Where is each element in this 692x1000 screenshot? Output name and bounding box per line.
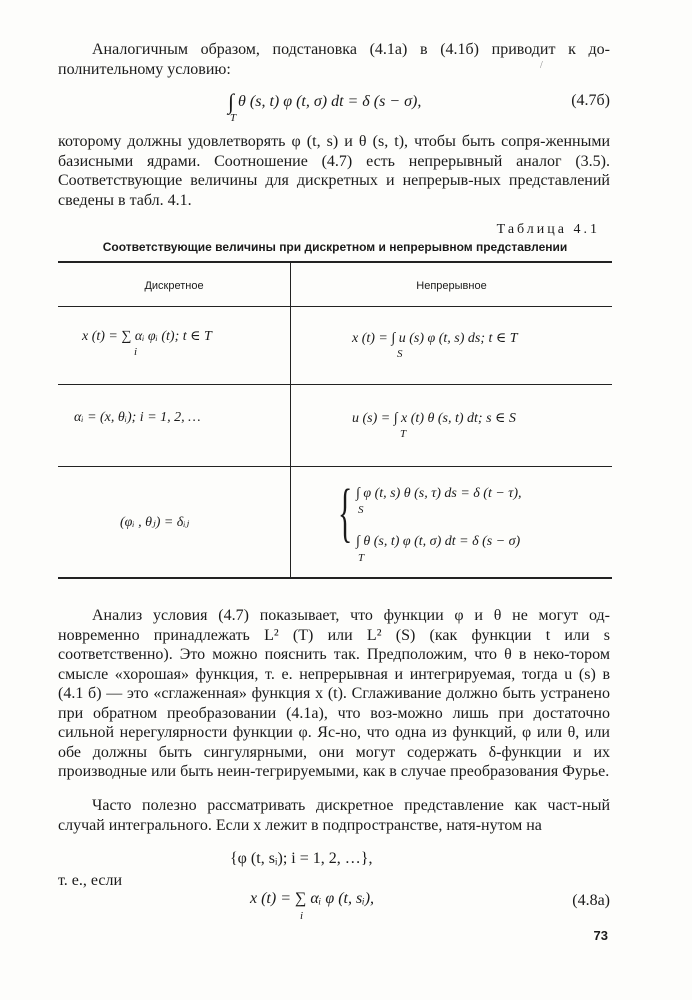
cell-continuous-orthogonality-2 [356, 534, 521, 564]
cell-continuous-coefficients [352, 410, 516, 440]
cell-discrete-coefficients: αᵢ = (x, θᵢ); i = 1, 2, … [74, 410, 201, 425]
integral-lower-limit: T [400, 428, 407, 440]
set-expression: {φ (t, sᵢ); i = 1, 2, …}, [230, 850, 373, 867]
continuous-expansion-text: x (t) = ∫ u (s) φ (t, s) ds; t ∈ T [352, 331, 518, 346]
table-bottom-rule [58, 577, 612, 579]
equation-4-8a [250, 890, 375, 922]
table-header-rule [58, 306, 612, 307]
cell-continuous-orthogonality-1 [356, 486, 522, 516]
continuous-coefficients-text: u (s) = ∫ x (t) θ (s, t) dt; s ∈ S [352, 411, 516, 426]
equation-body: θ (s, t) φ (t, σ) dt = δ (s − σ), [238, 93, 422, 110]
sum-index: i [134, 346, 138, 358]
table-column-divider [290, 262, 291, 578]
integral-lower-limit: T [230, 112, 237, 124]
integral-lower-limit: T [358, 552, 365, 564]
continuous-orthogonality-line-2: ∫ θ (s, t) φ (t, σ) dt = δ (s − σ) [356, 534, 521, 549]
table-top-rule [58, 261, 612, 263]
cell-discrete-orthogonality: (φᵢ , θⱼ) = δᵢⱼ [120, 515, 190, 530]
integral-lower-limit: S [397, 348, 403, 360]
page-number: 73 [593, 928, 608, 943]
cell-continuous-expansion [352, 330, 518, 360]
table-header-discrete: Дискретное [144, 280, 204, 292]
table-row-rule-1 [58, 384, 612, 385]
continuous-orthogonality-line-1: ∫ φ (t, s) θ (s, τ) ds = δ (t − τ), [356, 486, 522, 501]
te-esli-text: т. е., если [58, 872, 123, 889]
equation-body: x (t) = ∑ αᵢ φ (t, sᵢ), [250, 890, 375, 907]
system-brace: { [338, 476, 353, 549]
margin-mark: / [540, 60, 543, 71]
table-caption: Таблица 4.1 [496, 222, 600, 237]
table-title: Соответствующие величины при дискретном и непрерывном представлении [102, 240, 568, 254]
equation-number-4-8a: (4.8а) [572, 892, 610, 909]
paragraph-1: Аналогичным образом, подстановка (4.1а) в (4.1б) приводит к до-полнительному условию: [58, 41, 610, 78]
sum-index: i [300, 910, 304, 922]
table-header-continuous: Непрерывное [416, 280, 487, 292]
integral-lower-limit: S [358, 504, 364, 516]
integral-sign: ∫ [228, 89, 235, 114]
equation-number-4-7b: (4.7б) [571, 92, 610, 109]
discrete-expansion-text: x (t) = ∑ αᵢ φᵢ (t); t ∈ T [82, 329, 212, 344]
paragraph-3: Анализ условия (4.7) показывает, что функции φ и θ не могут од-новременно принадлежать L² (T) или L² (S) (как функции t или s соответственно). Это можно пояснить так. Предположим, что θ в неко-тором смысле «хорошая» функция, т. е. непрерывная и интегрируемая, тогда u (s) в (4.1 б) — это «сглаженная» функция x (t). Сглаживание должно быть устранено при обратном преобразовании (4.1а), что воз-можно лишь при достаточно сильной нерегулярности функции φ. Яс-но, что одна из функций, φ или θ, или обе должны быть сингулярными, они могут содержать δ-функции и их производные или быть неин-тегрируемыми, как в случае преобразования Фурье. [58, 607, 610, 780]
paragraph-2: которому должны удовлетворять φ (t, s) и θ (s, t), чтобы быть сопря-женными базисными ядрами. Соотношение (4.7) есть непрерывный аналог (3.5). Соответствующие величины для дискретных и непрерыв-ных представлений сведены в табл. 4.1. [58, 133, 610, 209]
table-row-rule-2 [58, 466, 612, 467]
paragraph-4: Часто полезно рассматривать дискретное представление как част-ный случай интегрального. Если x лежит в подпространстве, натя-нутом на [58, 797, 610, 834]
cell-discrete-expansion [82, 328, 212, 358]
equation-4-7b [228, 86, 422, 124]
